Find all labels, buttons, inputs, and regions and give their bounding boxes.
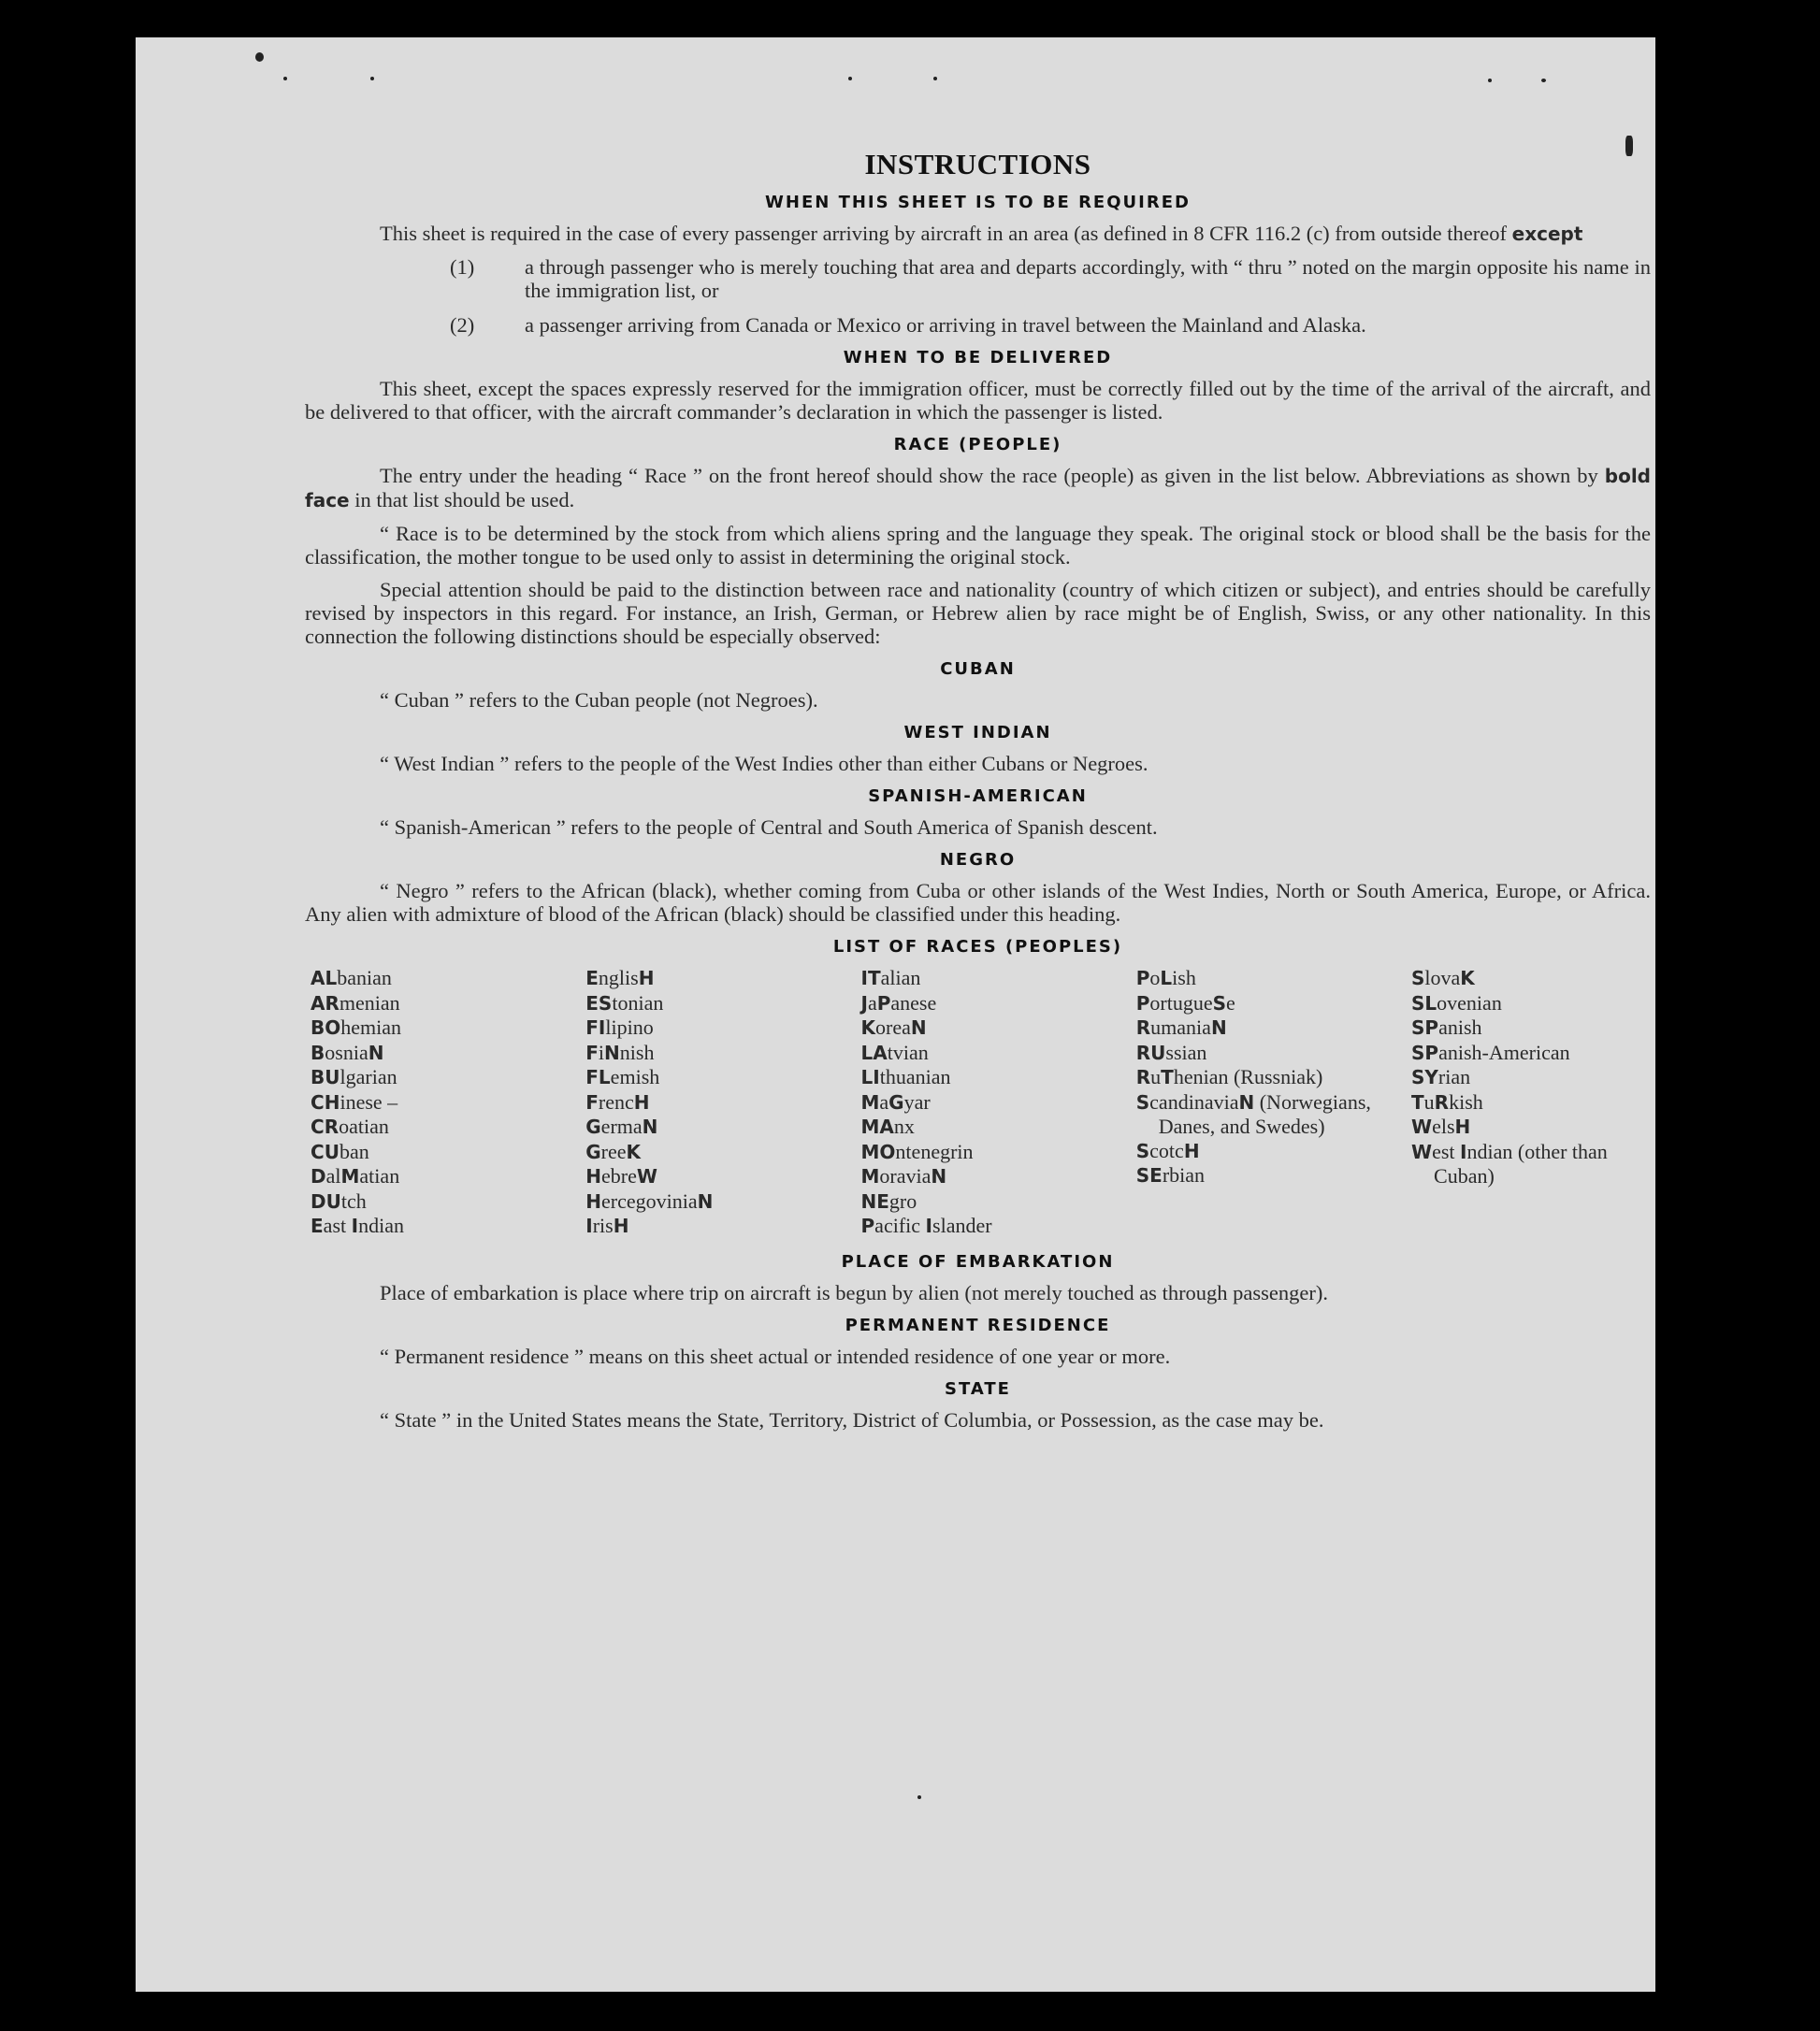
race-paragraph-3: Special attention should be paid to the distinction between race and nationality (country of which citizen or subject), and entries should be carefully revised by inspectors in this regard. For instance, an Irish, German, or Hebrew alien by race might be of English, Swiss, or any other nationality. In this connection the following distinctions should be especially observed: xyxy=(305,578,1651,648)
race-entry: BosniaN xyxy=(311,1040,384,1064)
spanish-american-paragraph: “ Spanish-American ” refers to the people of Central and South America of Spanish descent. xyxy=(380,815,1158,839)
race-entry: MaGyar xyxy=(860,1089,931,1114)
required-paragraph xyxy=(305,222,1651,246)
section-heading-permanent-residence: PERMANENT RESIDENCE xyxy=(845,1315,1111,1335)
race-entry: IrisH xyxy=(585,1214,629,1237)
exception-item-1 xyxy=(305,255,1651,302)
races-column xyxy=(861,966,1101,1239)
race-text: The entry under the heading “ Race ” on the front hereof should show the race (people) as given in the list below. Abbreviations as shown by xyxy=(380,464,1598,487)
embarkation-paragraph: Place of embarkation is place where trip on aircraft is begun by alien (not merely touched as through passenger). xyxy=(380,1280,1329,1304)
section-heading-west-indian: WEST INDIAN xyxy=(903,723,1052,742)
race-entry: HercegoviniaN xyxy=(585,1188,714,1213)
race-entry: CHinese – xyxy=(311,1089,398,1114)
race-entry: SErbian xyxy=(1135,1163,1206,1187)
item-text: a through passenger who is merely touching that area and departs accordingly, with “ thru ” noted on the margin opposite his name in the immigration list, or xyxy=(525,255,1651,302)
races-column xyxy=(1136,966,1376,1239)
scan-speck xyxy=(283,77,287,80)
scan-speck xyxy=(255,52,264,62)
race-entry: ScotcH xyxy=(1135,1138,1200,1162)
race-entry: DUtch xyxy=(311,1188,367,1213)
race-entry: FrencH xyxy=(585,1089,650,1114)
race-entry: MOntenegrin xyxy=(860,1139,974,1163)
race-entry: ALbanian xyxy=(311,966,392,989)
race-entry: SLovenian xyxy=(1411,990,1502,1015)
race-entry: HebreW xyxy=(585,1164,657,1188)
section-heading-list-of-races: LIST OF RACES (PEOPLES) xyxy=(832,937,1123,957)
section-heading-state: STATE xyxy=(945,1378,1011,1399)
race-entry: TuRkish xyxy=(1411,1089,1483,1114)
scan-speck xyxy=(933,77,937,80)
race-entry: EnglisH xyxy=(585,966,655,989)
item-number: (1) xyxy=(450,255,475,279)
race-entry: RuThenian (Russniak) xyxy=(1135,1065,1323,1088)
except-bold: except xyxy=(1511,223,1583,245)
state-paragraph: “ State ” in the United States means the State, Territory, District of Columbia, or Possession, as the case may be. xyxy=(380,1407,1324,1432)
race-entry: PortugueSe xyxy=(1135,990,1235,1015)
race-entry: LIthuanian xyxy=(860,1065,951,1088)
race-entry: CRoatian xyxy=(311,1115,389,1138)
race-entry: EStonian xyxy=(585,990,664,1015)
race-entry: SPanish xyxy=(1411,1016,1482,1039)
scan-speck xyxy=(1541,79,1546,82)
race-entry: PoLish xyxy=(1135,966,1196,989)
instructions-content xyxy=(305,148,1651,1441)
race-entry: SPanish-American xyxy=(1411,1040,1570,1064)
race-text: in that list should be used. xyxy=(354,488,575,511)
race-entry: CUban xyxy=(311,1139,369,1163)
races-column xyxy=(585,966,825,1239)
race-entry: MoraviaN xyxy=(860,1164,947,1188)
scan-speck xyxy=(917,1795,921,1799)
section-heading-embarkation: PLACE OF EMBARKATION xyxy=(841,1251,1115,1272)
race-entry: ARmenian xyxy=(311,990,400,1015)
race-entry: FIlipino xyxy=(585,1016,654,1039)
scan-speck xyxy=(848,77,852,80)
negro-paragraph: “ Negro ” refers to the African (black), whether coming from Cuba or other islands of the West Indies, North or South America, Europe, or Africa. Any alien with admixture of blood of the African (black) should be classified under this heading. xyxy=(305,879,1651,926)
item-number: (2) xyxy=(450,313,475,337)
section-heading-negro: NEGRO xyxy=(939,850,1017,870)
race-entry: LAtvian xyxy=(860,1040,929,1064)
race-entry: BOhemian xyxy=(311,1016,402,1039)
race-entry: JaPanese xyxy=(860,990,937,1015)
race-entry: SYrian xyxy=(1411,1065,1471,1088)
race-entry: WelsH xyxy=(1411,1115,1471,1138)
race-entry: FLemish xyxy=(585,1065,660,1088)
west-indian-paragraph: “ West Indian ” refers to the people of the West Indies other than either Cubans or Negroes. xyxy=(380,752,1148,775)
page-title: INSTRUCTIONS xyxy=(864,148,1091,180)
exception-item-2 xyxy=(305,313,1651,337)
race-entry: RumaniaN xyxy=(1135,1016,1227,1039)
race-entry: RUssian xyxy=(1135,1040,1207,1064)
race-entry: MAnx xyxy=(860,1115,915,1138)
race-entry: West Indian (other than Cuban) xyxy=(1411,1139,1608,1188)
race-entry: KoreaN xyxy=(860,1016,927,1039)
race-entry: East Indian xyxy=(311,1214,404,1237)
cuban-paragraph: “ Cuban ” refers to the Cuban people (not Negroes). xyxy=(380,688,818,712)
document-page xyxy=(136,37,1655,1992)
race-entry: FiNnish xyxy=(585,1040,655,1064)
section-heading-spanish-american: SPANISH-AMERICAN xyxy=(868,786,1088,806)
delivered-paragraph: This sheet, except the spaces expressly reserved for the immigration officer, must be correctly filled out by the time of the arrival of the aircraft, and be delivered to that officer, with the aircraft commander’s declaration in which the passenger is listed. xyxy=(305,377,1651,424)
scan-speck xyxy=(370,77,374,80)
section-heading-cuban: CUBAN xyxy=(940,659,1016,679)
race-entry: ScandinaviaN (Norwegians, Danes, and Swedes) xyxy=(1135,1089,1371,1138)
section-heading-delivered: WHEN TO BE DELIVERED xyxy=(843,348,1113,367)
race-entry: BUlgarian xyxy=(311,1065,397,1088)
race-entry: NEgro xyxy=(860,1188,917,1213)
item-text: a passenger arriving from Canada or Mexico or arriving in travel between the Mainland and Alaska. xyxy=(525,313,1366,337)
bold-face-label: bold face xyxy=(305,465,1651,511)
race-paragraph-2: “ Race is to be determined by the stock from which aliens spring and the language they speak. The original stock or blood shall be the basis for the classification, the mother tongue to be used only to assist in determining the original stock. xyxy=(305,522,1651,569)
section-heading-required: WHEN THIS SHEET IS TO BE REQUIRED xyxy=(765,193,1191,212)
race-entry: DalMatian xyxy=(311,1164,400,1188)
permanent-residence-paragraph: “ Permanent residence ” means on this sheet actual or intended residence of one year or more. xyxy=(380,1344,1171,1368)
race-entry: GreeK xyxy=(585,1139,642,1163)
races-column xyxy=(1411,966,1651,1239)
races-column xyxy=(311,966,550,1239)
race-paragraph-1 xyxy=(305,464,1651,512)
race-entry: SlovaK xyxy=(1411,966,1475,989)
race-entry: GermaN xyxy=(585,1115,658,1138)
required-text: This sheet is required in the case of every passenger arriving by aircraft in an area (as defined in 8 CFR 116.2 (c) from outside thereof xyxy=(380,222,1507,245)
scan-speck xyxy=(1488,79,1492,82)
section-heading-race: RACE (PEOPLE) xyxy=(893,435,1062,454)
races-list xyxy=(311,966,1651,1239)
race-entry: ITalian xyxy=(860,966,921,989)
race-entry: Pacific Islander xyxy=(860,1214,992,1237)
